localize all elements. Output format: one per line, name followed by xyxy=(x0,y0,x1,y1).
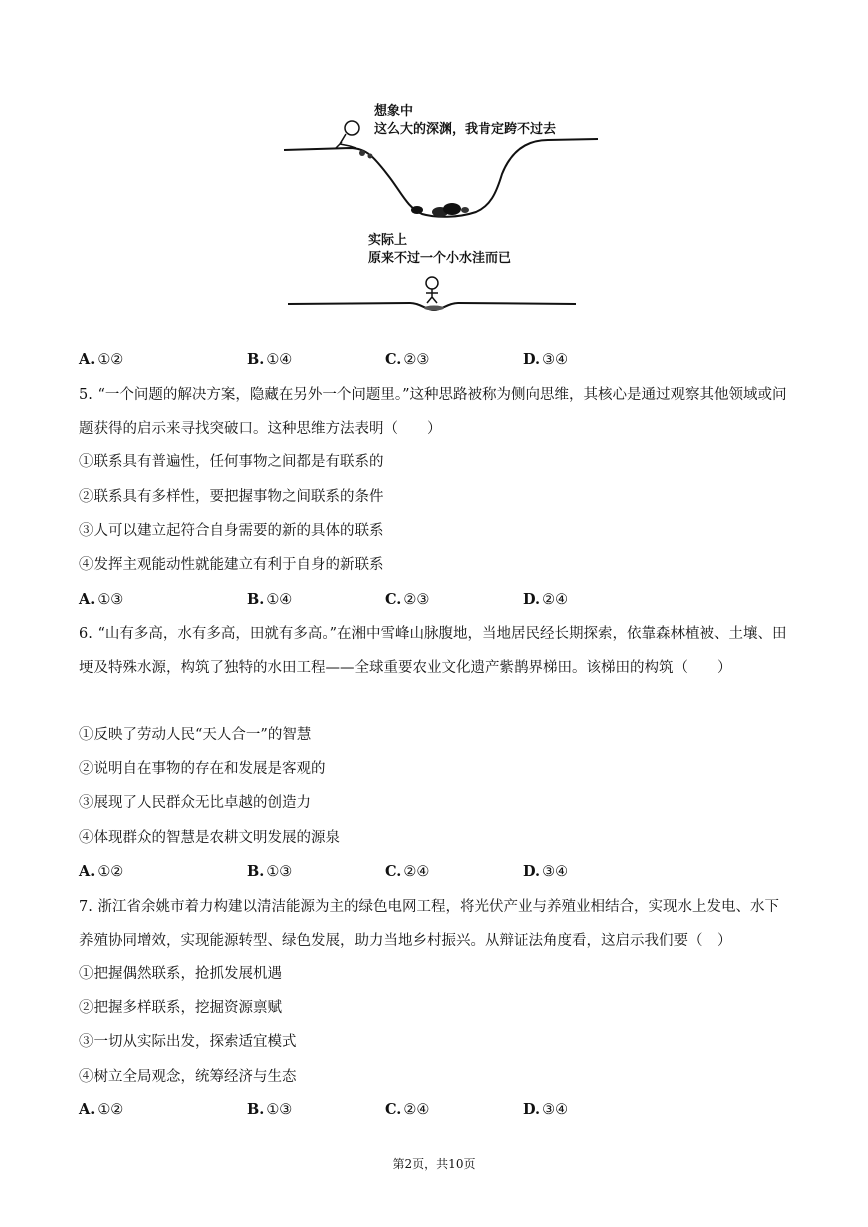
q5-item-2: ②联系具有多样性，要把握事物之间联系的条件 xyxy=(79,489,384,505)
q6-option-a[interactable]: A. ①② xyxy=(79,863,124,880)
q5-option-c[interactable]: C. ②③ xyxy=(385,591,430,608)
caption-actual: 实际上 xyxy=(368,233,408,248)
page-footer: 第2页，共10页 xyxy=(392,1157,476,1171)
q6-option-d[interactable]: D. ③④ xyxy=(523,863,569,880)
q4-option-d[interactable]: D. ③④ xyxy=(523,351,569,368)
q5-option-a[interactable]: A. ①③ xyxy=(79,591,124,608)
q5-stem: 5. “一个问题的解决方案，隐藏在另外一个问题里。”这种思路被称为侧向思维，其核心是通过观察其他领域或问题获得的启示来寻找突破口。这种思维方法表明（ ） xyxy=(79,387,787,437)
q6-stem: 6. “山有多高，水有多高，田就有多高。”在湘中雪峰山脉腹地，当地居民经长期探索，依靠森林植被、土壤、田埂及特殊水源，构筑了独特的水田工程——全球重要农业文化遗产紫鹊界梯田。该梯田的构筑（ ） xyxy=(79,626,787,676)
q6-item-2: ②说明自在事物的存在和发展是客观的 xyxy=(79,761,326,777)
q7-item-2: ②把握多样联系，挖掘资源禀赋 xyxy=(79,1000,282,1016)
q6-options xyxy=(79,862,791,882)
q4-options xyxy=(79,350,791,370)
q5-option-d[interactable]: D. ②④ xyxy=(523,591,569,608)
q6-item-3: ③展现了人民群众无比卓越的创造力 xyxy=(79,795,311,811)
q7-item-3: ③一切从实际出发，探索适宜模式 xyxy=(79,1034,297,1050)
caption-actual-text: 原来不过一个小水洼而已 xyxy=(368,251,512,266)
q5-option-b[interactable]: B. ①④ xyxy=(247,591,293,608)
q5-item-1: ①联系具有普遍性，任何事物之间都是有联系的 xyxy=(79,454,384,470)
q7-options xyxy=(79,1100,791,1120)
q7-option-d[interactable]: D. ③④ xyxy=(523,1101,569,1118)
q4-option-c[interactable]: C. ②③ xyxy=(385,351,430,368)
q7-item-1: ①把握偶然联系，抢抓发展机遇 xyxy=(79,966,282,982)
q4-option-b[interactable]: B. ①④ xyxy=(247,351,293,368)
q7-item-4: ④树立全局观念，统筹经济与生态 xyxy=(79,1069,297,1085)
q4-option-a[interactable]: A. ①② xyxy=(79,351,124,368)
q5-item-4: ④发挥主观能动性就能建立有利于自身的新联系 xyxy=(79,557,384,573)
q5-item-3: ③人可以建立起符合自身需要的新的具体的联系 xyxy=(79,523,384,539)
caption-imagined: 想象中 xyxy=(374,104,414,119)
q5-options xyxy=(79,590,791,610)
q7-option-a[interactable]: A. ①② xyxy=(79,1101,124,1118)
caption-imagined-text: 这么大的深渊，我肯定跨不过去 xyxy=(374,122,557,137)
q6-option-c[interactable]: C. ②④ xyxy=(385,863,430,880)
cartoon-figure xyxy=(280,98,600,318)
q6-item-4: ④体现群众的智慧是农耕文明发展的源泉 xyxy=(79,830,340,846)
q7-option-c[interactable]: C. ②④ xyxy=(385,1101,430,1118)
q6-option-b[interactable]: B. ①③ xyxy=(247,863,293,880)
q6-item-1: ①反映了劳动人民“天人合一”的智慧 xyxy=(79,727,312,743)
q7-option-b[interactable]: B. ①③ xyxy=(247,1101,293,1118)
q7-stem: 7. 浙江省余姚市着力构建以清洁能源为主的绿色电网工程，将光伏产业与养殖业相结合，实现水上发电、水下养殖协同增效，实现能源转型、绿色发展，助力当地乡村振兴。从辩证法角度看，这启示我们要（ ） xyxy=(79,899,779,949)
